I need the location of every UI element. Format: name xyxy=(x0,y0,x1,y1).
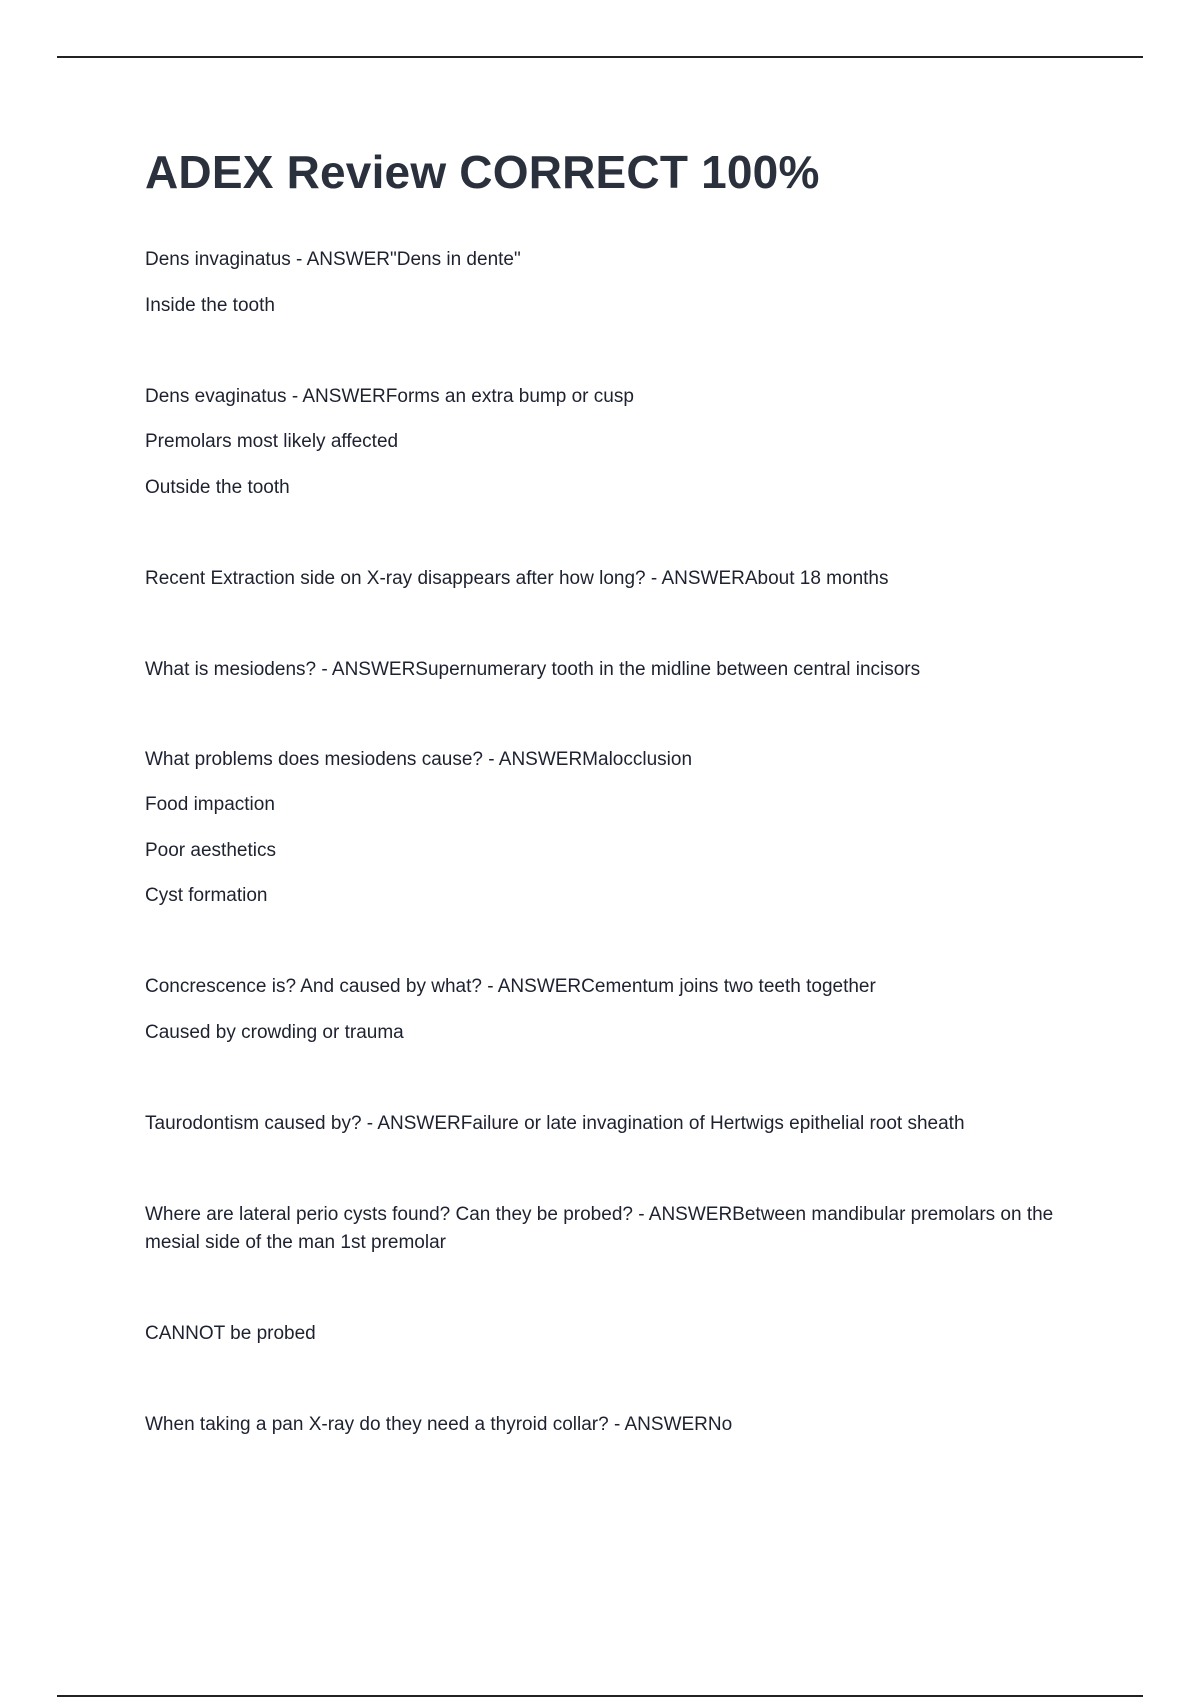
qa-line: When taking a pan X-ray do they need a thyroid collar? - ANSWERNo xyxy=(145,1414,733,1435)
qa-line: Taurodontism caused by? - ANSWERFailure or late invagination of Hertwigs epithelial root sheath xyxy=(145,1113,965,1134)
qa-line: Dens evaginatus - ANSWERForms an extra bump or cusp xyxy=(145,386,634,407)
qa-line: CANNOT be probed xyxy=(145,1323,316,1344)
qa-line: What problems does mesiodens cause? - ANSWERMalocclusion xyxy=(145,749,693,770)
document-title: ADEX Review CORRECT 100% xyxy=(145,146,820,198)
qa-line: Cyst formation xyxy=(145,885,268,906)
top-rule xyxy=(57,56,1143,58)
qa-line: Inside the tooth xyxy=(145,295,275,316)
qa-line: Premolars most likely affected xyxy=(145,431,399,452)
qa-line: What is mesiodens? - ANSWERSupernumerary tooth in the midline between central incisors xyxy=(145,659,921,680)
qa-line: Concrescence is? And caused by what? - ANSWERCementum joins two teeth together xyxy=(145,976,876,997)
qa-line: Poor aesthetics xyxy=(145,840,276,861)
qa-line: Caused by crowding or trauma xyxy=(145,1022,404,1043)
bottom-rule xyxy=(57,1695,1143,1697)
qa-line: Where are lateral perio cysts found? Can they be probed? - ANSWERBetween mandibular premolars on the mesial side of the man 1st premolar xyxy=(145,1204,1054,1253)
qa-line: Recent Extraction side on X-ray disappears after how long? - ANSWERAbout 18 months xyxy=(145,568,889,589)
qa-line: Food impaction xyxy=(145,794,275,815)
qa-line: Dens invaginatus - ANSWER"Dens in dente" xyxy=(145,249,521,270)
qa-line: Outside the tooth xyxy=(145,477,290,498)
